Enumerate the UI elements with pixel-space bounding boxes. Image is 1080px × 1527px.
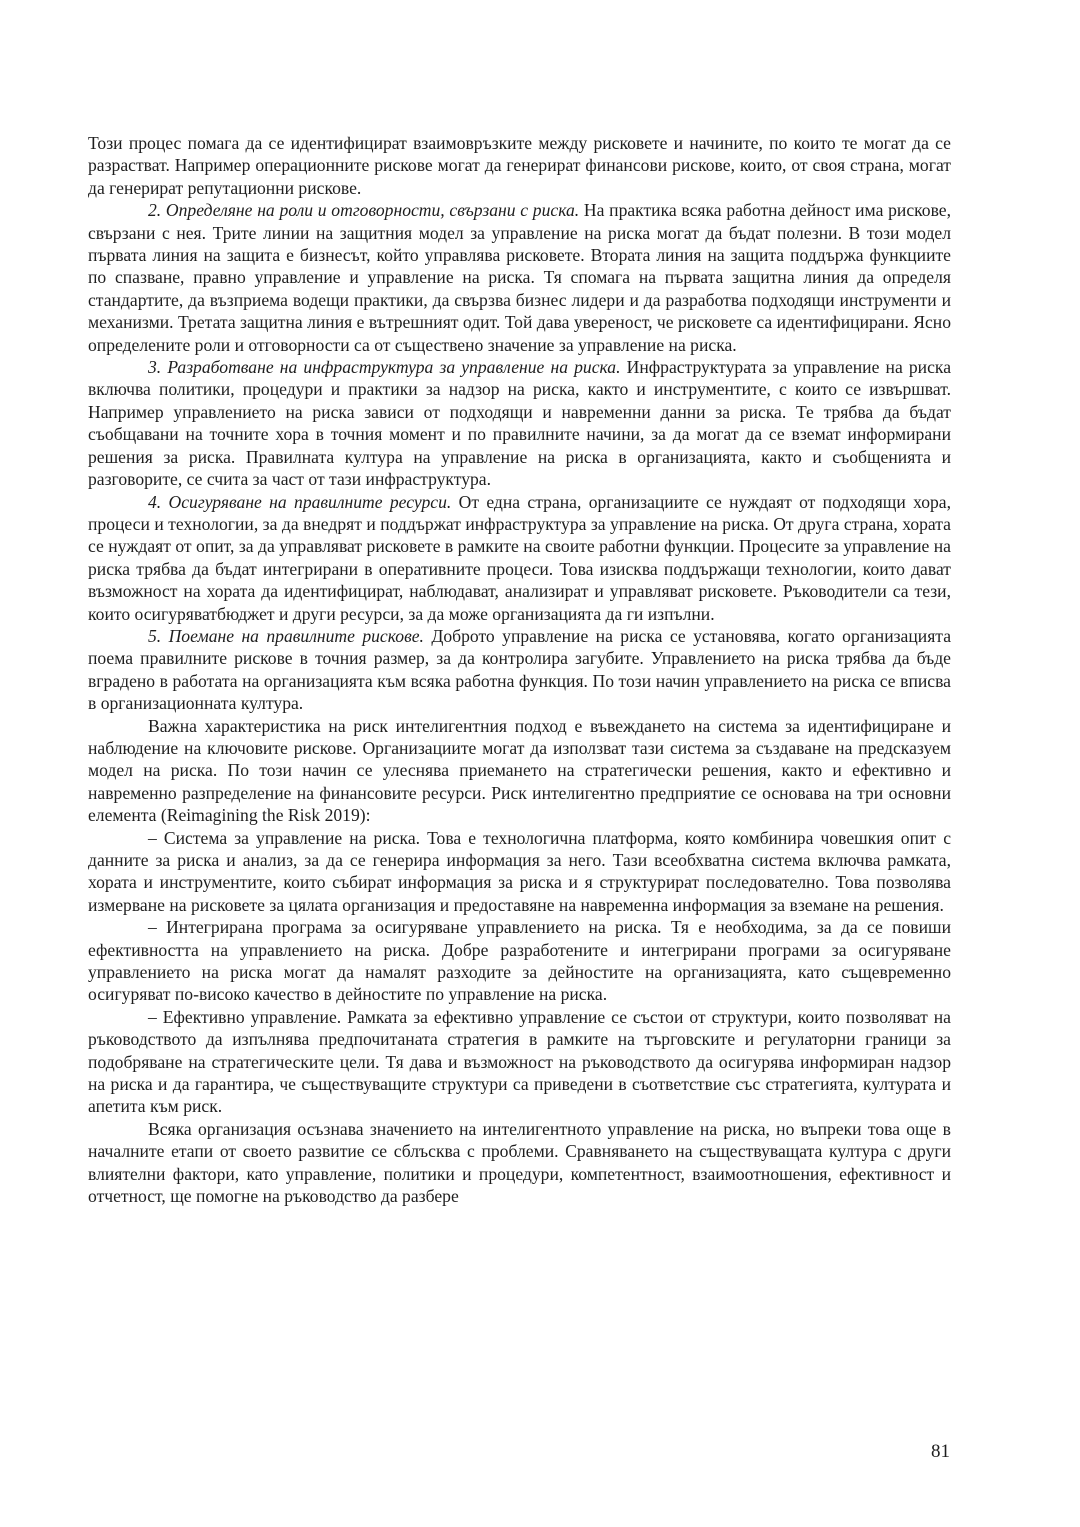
paragraph-risks: 5. Поемане на правилните рискове. Доброто управление на риска се установява, когато организацията поема правилните рискове в точния размер, за да контролира загубите. Управлението на риска трябва да бъде вградено в работата на организацията към всяка работна функция. По този начин управлението на риска се вписва в организационната култура. xyxy=(88,625,951,714)
paragraph-lead: 2. Определяне на роли и отговорности, свързани с риска. xyxy=(148,200,580,221)
paragraph-characteristic: Важна характеристика на риск интелигентния подход е въвеждането на система за идентифициране и наблюдение на ключовите рискове. Организациите могат да използват тази система за създаване на предсказуем модел на риска. По този начин се улеснява приемането на стратегически решения, както и ефективно и навременно разпределение на финансовите ресурси. Риск интелигентно предприятие се основава на три основни елемента (Reimagining the Risk 2019): xyxy=(88,715,951,826)
paragraph-conclusion: Всяка организация осъзнава значението на интелигентното управление на риска, но въпреки това още в началните етапи от своето развитие се сблъсква с проблеми. Сравняването на съществуващата култура с други влиятелни фактори, като управление, политики и процедури, компетентност, взаимоотношения, ефективност и отчетност, ще помогне на ръководство да разбере xyxy=(88,1118,951,1207)
page-body xyxy=(88,132,951,1208)
paragraph-lead: 3. Разработване на инфраструктура за управление на риска. xyxy=(148,357,621,378)
paragraph-program: – Интегрирана програма за осигуряване управлението на риска. Тя е необходима, за да се повиши ефективността на управлението на риска. Добре разработените и интегрирани програми за осигуряване управлението на риска могат да намалят разходите за дейностите на организацията, като същевременно осигуряват по-високо качество в дейностите по управление на риска. xyxy=(88,917,951,1005)
paragraph-lead: 5. Поемане на правилните рискове. xyxy=(148,625,424,646)
paragraph-system: – Система за управление на риска. Това е технологична платформа, която комбинира човешкия опит с данните за риска и анализ, за да се генерира информация за него. Тази всеобхватна система включва рамката, хората и инструментите, които събират информация за риска и я структурират последователно. Това позволява измерване на рисковете за цялата организация и предоставяне на навременна информация за вземане на решения. xyxy=(88,827,951,915)
paragraph-lead: 4. Осигуряване на правилните ресурси. xyxy=(148,491,452,512)
paragraph-roles: 2. Определяне на роли и отговорности, свързани с риска. На практика всяка работна дейност има рискове, свързани с нея. Трите линии на защитния модел за управление на риска могат да бъдат полезни. В този модел първата линия на защита е бизнесът, който управлява рисковете. Втората линия на защита поддържа функциите по спазване, правно управление и управление на риска. Тя спомага на първата защитна линия да определя стандартите, да възприема водещи практики, да свързва бизнес лидери и да разработва подходящи инструменти и механизми. Третата защитна линия е вътрешният одит. Той дава увереност, че рисковете са идентифицирани. Ясно определените роли и отговорности са от съществено значение за управление на риска. xyxy=(88,200,951,355)
paragraph-resources: 4. Осигуряване на правилните ресурси. От една страна, организациите се нуждаят от подходящи хора, процеси и технологии, за да внедрят и поддържат инфраструктура за управление на риска. От друга страна, хората се нуждаят от опит, за да управляват рисковете в рамките на своите работни функции. Процесите за управление на риска трябва да бъдат интегрирани в оперативните процеси. Това изисква поддържащи технологии, които дават възможност на хората да идентифицират, наблюдават, анализират и управляват рисковете. Ръководители са тези, които осигуряватбюджет и други ресурси, за да може организацията да ги изпълни. xyxy=(88,491,952,624)
page-number: 81 xyxy=(931,1441,950,1462)
paragraph-infrastructure: 3. Разработване на инфраструктура за управление на риска. Инфраструктурата за управление на риска включва политики, процедури и практики за надзор на риска, както и инструментите, с които се извършват. Например управлението на риска зависи от подходящи и навременни данни за риска. Те трябва да бъдат съобщавани на точните хора в точния момент и по правилните начини, за да могат да се вземат информирани решения за риска. Правилната култура на управление на риска в организацията, както и съобщенията и разговорите, се счита за част от тази инфраструктура. xyxy=(88,357,951,490)
paragraph-intro: Този процес помага да се идентифицират взаимовръзките между рисковете и начините, по които те могат да се разрастват. Например операционните рискове могат да генерират финансови рискове, които, от своя страна, могат да генерират репутационни рискове. xyxy=(88,133,951,198)
paragraph-governance: – Ефективно управление. Рамката за ефективно управление се състои от структури, които позволяват на ръководството да изпълнява предпочитаната стратегия в рамките на търговските и регулаторни граници за подобряване на стратегическите цели. Тя дава и възможност на ръководството да осигурява информиран надзор на риска и да гарантира, че съществуващите структури са приведени в съответствие със стратегията, културата и апетита към риск. xyxy=(88,1006,951,1117)
